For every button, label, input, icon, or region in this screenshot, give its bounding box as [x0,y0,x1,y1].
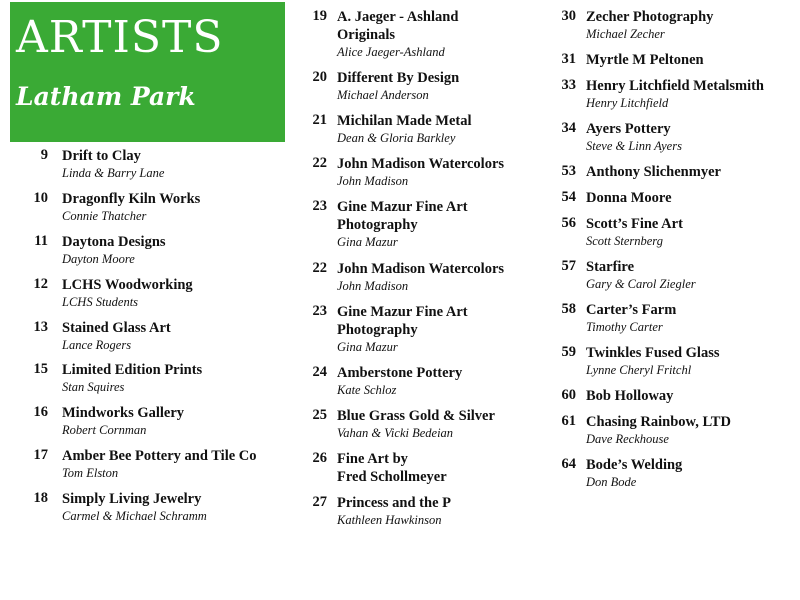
booth-number: 20 [312,69,327,85]
business-name: Originals [337,27,396,43]
business-name: A. Jaeger - Ashland [337,9,459,25]
business-name: Photography [337,322,418,338]
artist-name: Robert Cornman [62,423,147,437]
business-name: Fred Schollmeyer [337,469,447,485]
business-name: Princess and the P [337,495,451,511]
business-name: Amberstone Pottery [337,365,463,381]
artist-name: Michael Anderson [337,88,429,102]
business-name: Ayers Pottery [586,121,671,137]
business-name: Fine Art by [337,451,408,467]
booth-number: 18 [33,490,48,506]
business-name: Photography [337,217,418,233]
business-name: Daytona Designs [62,234,166,250]
booth-number: 17 [33,447,48,463]
booth-number: 22 [312,260,327,276]
booth-number: 9 [40,147,48,163]
booth-number: 24 [312,364,327,380]
booth-number: 23 [312,303,327,319]
booth-number: 16 [33,404,48,420]
artist-name: Dean & Gloria Barkley [337,131,456,145]
booth-number: 64 [561,456,576,472]
artist-name: Lance Rogers [62,338,132,352]
artist-name: Linda & Barry Lane [62,166,165,180]
business-name: Gine Mazur Fine Art [337,304,468,320]
artist-name: Michael Zecher [586,27,665,41]
booth-number: 33 [561,77,576,93]
business-name: Twinkles Fused Glass [586,345,720,361]
booth-number: 21 [312,112,327,128]
business-name: Amber Bee Pottery and Tile Co [62,448,257,464]
booth-number: 56 [561,215,576,231]
business-name: Myrtle M Peltonen [586,52,704,68]
booth-number: 15 [33,361,48,377]
artist-name: Kate Schloz [337,383,397,397]
booth-number: 19 [312,8,327,24]
booth-number: 11 [34,233,48,249]
business-name: Chasing Rainbow, LTD [586,414,731,430]
business-name: Blue Grass Gold & Silver [337,408,495,424]
artist-name: Henry Litchfield [586,96,669,110]
artist-name: Alice Jaeger-Ashland [337,45,445,59]
booth-number: 13 [33,319,48,335]
business-name: Henry Litchfield Metalsmith [586,78,765,94]
business-name: Carter’s Farm [586,302,677,318]
booth-number: 27 [312,494,327,510]
artist-name: Timothy Carter [586,320,663,334]
artist-name: Gina Mazur [337,235,398,249]
business-name: Stained Glass Art [62,320,171,336]
artist-name: Carmel & Michael Schramm [62,509,207,523]
booth-number: 10 [33,190,48,206]
business-name: LCHS Woodworking [62,277,193,293]
business-name: Mindworks Gallery [62,405,185,421]
business-name: Donna Moore [586,190,672,206]
booth-number: 12 [33,276,48,292]
artist-name: Tom Elston [62,466,119,480]
booth-number: 53 [561,163,576,179]
booth-number: 31 [561,51,576,67]
artist-name: Gary & Carol Ziegler [586,277,696,291]
business-name: Michilan Made Metal [337,113,472,129]
booth-number: 61 [561,413,576,429]
artist-name: John Madison [337,279,409,293]
artist-name: Kathleen Hawkinson [337,513,442,527]
booth-number: 59 [561,344,576,360]
artist-name: Lynne Cheryl Fritchl [586,363,692,377]
artist-name: Stan Squires [62,380,125,394]
booth-number: 54 [561,189,576,205]
business-name: Scott’s Fine Art [586,216,683,232]
artist-name: Steve & Linn Ayers [586,139,682,153]
business-name: Dragonfly Kiln Works [62,191,201,207]
artist-name: Vahan & Vicki Bedeian [337,426,454,440]
booth-number: 26 [312,450,327,466]
business-name: Starfire [586,259,635,275]
artist-name: Scott Sternberg [586,234,663,248]
booth-number: 34 [561,120,576,136]
business-name: John Madison Watercolors [337,156,505,172]
booth-number: 22 [312,155,327,171]
header-banner [10,2,285,142]
business-name: Limited Edition Prints [62,362,203,378]
booth-number: 30 [561,8,576,24]
artist-name: Dayton Moore [62,252,135,266]
business-name: Bob Holloway [586,388,674,404]
artist-name: John Madison [337,174,409,188]
business-name: Simply Living Jewelry [62,491,202,507]
artist-name: Connie Thatcher [62,209,147,223]
booth-number: 23 [312,198,327,214]
booth-number: 57 [561,258,576,274]
business-name: John Madison Watercolors [337,261,505,277]
artist-name: Gina Mazur [337,340,398,354]
business-name: Anthony Slichenmyer [586,164,721,180]
booth-number: 58 [561,301,576,317]
business-name: Different By Design [337,70,460,86]
business-name: Bode’s Welding [586,457,683,473]
artist-name: LCHS Students [62,295,139,309]
booth-number: 25 [312,407,327,423]
business-name: Zecher Photography [586,9,714,25]
business-name: Drift to Clay [62,148,141,164]
page-title: ARTISTS [16,12,224,63]
booth-number: 60 [561,387,576,403]
business-name: Gine Mazur Fine Art [337,199,468,215]
artist-name: Dave Reckhouse [586,432,669,446]
artist-name: Don Bode [586,475,637,489]
page-subtitle: Latham Park [16,82,196,111]
